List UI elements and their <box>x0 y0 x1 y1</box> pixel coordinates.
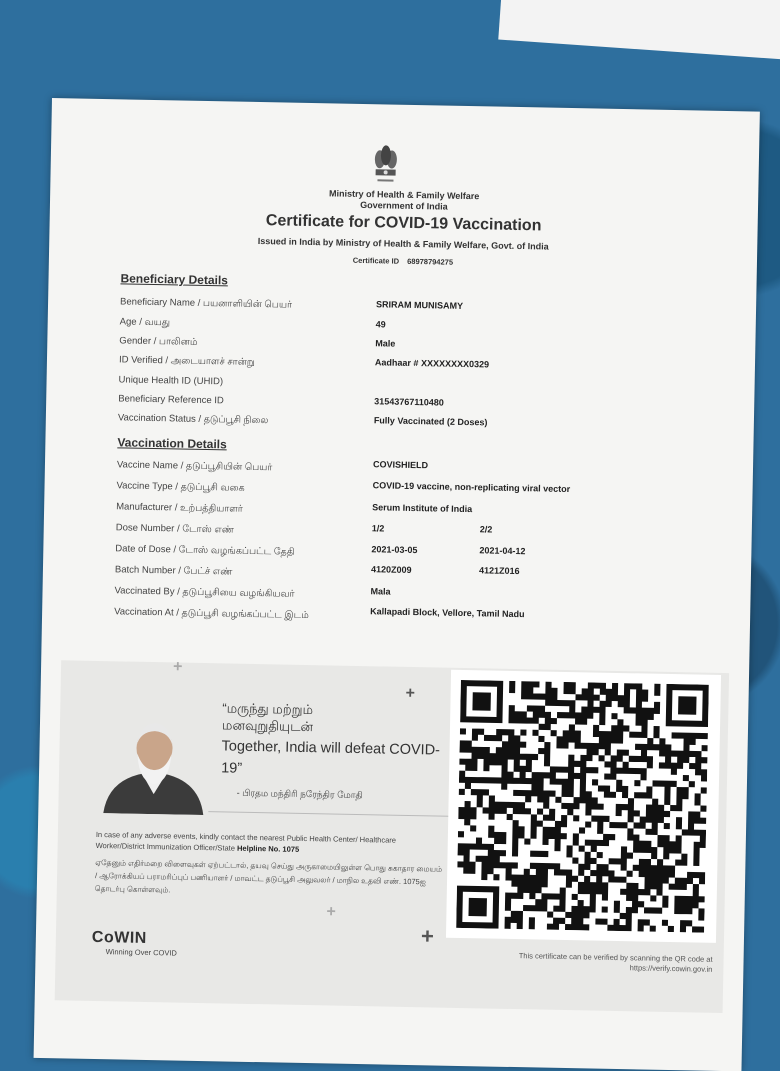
cowin-banner <box>55 660 729 1013</box>
verify-note <box>480 950 712 974</box>
cowin-logo: CoWIN <box>91 928 147 947</box>
reference-id-value: 31543767110480 <box>374 396 444 408</box>
beneficiary-name-value: SRIRAM MUNISAMY <box>376 299 464 311</box>
qr-finder-pattern <box>456 886 499 929</box>
quote-attribution: - பிரதம மந்திரி நரேந்திர மோதி <box>236 787 363 801</box>
plus-icon: + <box>172 658 183 676</box>
id-verified-label: ID Verified / அடையாளச் சான்று <box>118 354 255 368</box>
date-of-dose-label: Date of Dose / டோஸ் வழங்கப்பட்ட தேதி <box>115 543 295 558</box>
vaccination-at-value: Kallapadi Block, Vellore, Tamil Nadu <box>370 606 525 620</box>
date-of-dose-value-1: 2021-03-05 <box>371 544 418 556</box>
quote-tamil-line2: மனவுறுதியுடன் <box>221 717 314 735</box>
adverse-event-advice <box>96 829 446 858</box>
vaccine-name-value: COVISHIELD <box>372 459 429 471</box>
qr-finder-pattern <box>460 680 503 723</box>
plus-icon: + <box>326 903 336 921</box>
beneficiary-heading: Beneficiary Details <box>120 271 229 288</box>
background-paper <box>498 0 780 60</box>
certificate-sheet <box>34 98 760 1071</box>
dose-number-label: Dose Number / டோஸ் எண் <box>115 522 234 536</box>
vaccination-status-label: Vaccination Status / தடுப்பூசி நிலை <box>117 412 269 427</box>
national-emblem-icon <box>368 139 403 188</box>
dose-number-value-2: 2/2 <box>479 524 493 535</box>
batch-number-value-1: 4120Z009 <box>370 564 412 575</box>
certificate-title: Certificate for COVID-19 Vaccination <box>265 212 542 235</box>
advice-text: In case of any adverse events, kindly contact the nearest Public Health Center/ Healthcare Worker/District Immunization Officer/State <box>95 829 397 853</box>
vaccination-heading: Vaccination Details <box>117 435 227 452</box>
vaccine-type-label: Vaccine Type / தடுப்பூசி வகை <box>116 480 245 494</box>
adverse-event-advice-tamil: ஏதேனும் எதிர்மறை விளைவுகள் ஏற்பட்டால், தயவு செய்து அருகாமையிலுள்ள பொது சுகாதார மையம் / ஆரோக்கியப் பராமரிப்புப் பணியாளர் / மாவட்ட தடுப்பூசி அலுவலர் / மாநில உதவி எண். 1075ஐ தொடர்பு கொள்ளவும். <box>94 857 443 895</box>
vaccinated-by-value: Mala <box>370 586 391 597</box>
uhid-label: Unique Health ID (UHID) <box>118 374 224 388</box>
qr-code[interactable] <box>456 680 709 933</box>
quote-english: Together, India will defeat COVID-19” <box>221 738 441 777</box>
gender-value: Male <box>375 338 396 349</box>
cowin-tagline: Winning Over COVID <box>105 947 177 958</box>
plus-icon: + <box>420 923 435 949</box>
vaccinated-by-label: Vaccinated By / தடுப்பூசியை வழங்கியவர் <box>114 585 295 600</box>
manufacturer-value: Serum Institute of India <box>372 502 473 515</box>
beneficiary-name-label: Beneficiary Name / பயனாளியின் பெயர் <box>119 296 293 311</box>
vaccine-name-label: Vaccine Name / தடுப்பூசியின் பெயர் <box>116 459 273 474</box>
age-value: 49 <box>375 319 386 330</box>
vaccine-type-value: COVID-19 vaccine, non-replicating viral vector <box>372 480 571 495</box>
helpline-number: Helpline No. 1075 <box>236 843 300 854</box>
batch-number-label: Batch Number / பேட்ச் எண் <box>114 564 233 578</box>
id-verified-value: Aadhaar # XXXXXXXX0329 <box>374 357 490 370</box>
vaccination-at-label: Vaccination At / தடுப்பூசி வழங்கப்பட்ட இடம் <box>114 606 309 622</box>
age-label: Age / வயது <box>119 316 171 329</box>
date-of-dose-value-2: 2021-04-12 <box>479 545 526 557</box>
government-name: Government of India <box>360 199 448 212</box>
ministry-name: Ministry of Health & Family Welfare <box>328 188 480 202</box>
quote-tamil <box>222 699 314 735</box>
plus-icon: + <box>405 684 416 703</box>
qr-finder-pattern <box>666 684 709 727</box>
portrait-image <box>98 713 210 815</box>
gender-label: Gender / பாலினம் <box>119 335 198 348</box>
dose-number-value-1: 1/2 <box>371 523 385 534</box>
divider <box>208 811 456 817</box>
batch-number-value-2: 4121Z016 <box>478 565 520 577</box>
manufacturer-label: Manufacturer / உற்பத்தியாளர் <box>116 501 243 515</box>
verify-text: This certificate can be verified by scanning the QR code at <box>518 951 713 964</box>
issued-by: Issued in India by Ministry of Health & Family Welfare, Govt. of India <box>257 235 549 252</box>
quote-tamil-line1: “மருந்து மற்றும் <box>222 700 314 718</box>
reference-id-label: Beneficiary Reference ID <box>118 393 224 407</box>
vaccination-status-value: Fully Vaccinated (2 Doses) <box>373 415 488 428</box>
verify-url[interactable]: https://verify.cowin.gov.in <box>629 963 713 974</box>
certificate-id-value: 68978794275 <box>407 256 454 267</box>
certificate-id-label: Certificate ID <box>352 255 400 266</box>
